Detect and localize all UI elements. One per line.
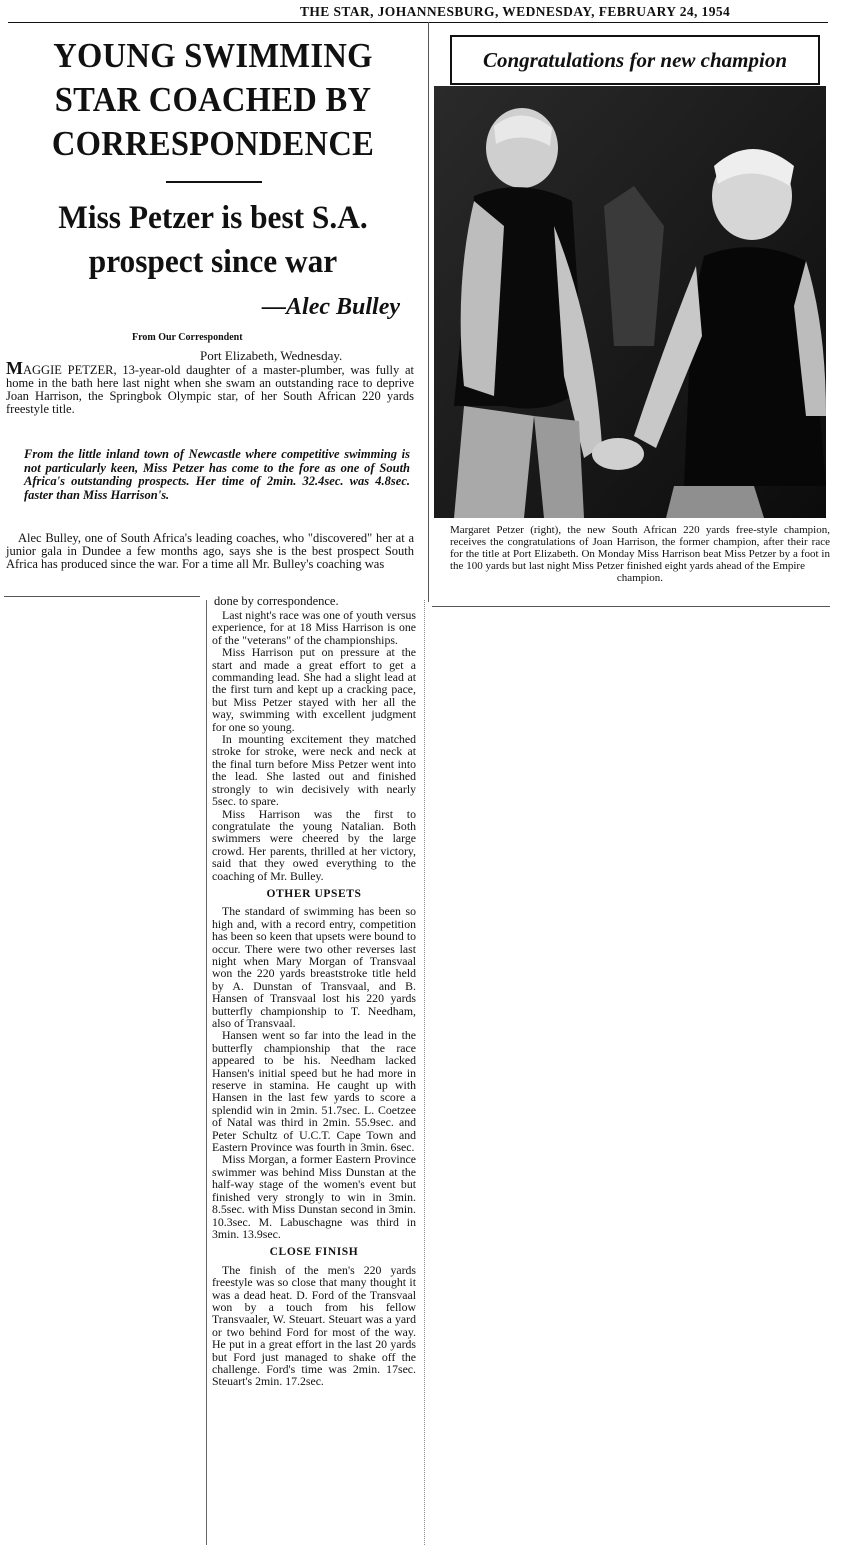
subheadline (14, 196, 411, 284)
body-paragraph: Hansen went so far into the lead in the butterfly championship that the race appeared to be his. Needham lacked Hansen's initial speed but he had more in reserve in stamina. He caught up with Hansen in the last few yards to score a splendid win in 2min. 51.7sec. L. Coetzee of Natal was third in 2min. 55.9sec. and Peter Schultz of U.C.T. Cape Town and Eastern Province was fourth in 3min. 6sec. (212, 1028, 416, 1155)
coach-paragraph: Alec Bulley, one of South Africa's leading coaches, who "discovered" her at a junior gala in Dundee a few months ago, says she is the best prospect South Africa has produced since the war. For a time all Mr. Bulley's coaching was (6, 531, 414, 571)
body-paragraph: In mounting excitement they matched stroke for stroke, were neck and neck at the final turn before Miss Petzer went into the lead. She lasted out and finished strongly to win decisively with nearly 5sec. to spare. (212, 732, 416, 809)
headline-line: YOUNG SWIMMING (53, 36, 373, 75)
photo-caption-text: Margaret Petzer (right), the new South African 220 yards free-style champion, receives the congratulations of Joan Harrison, the former champion, after their race for the title at Port Elizabeth. On Monday Miss Harrison beat Miss Petzer by a foot in the 100 yards but last night Miss Petzer finished eight yards ahead of the Empire (450, 524, 830, 572)
drop-cap: M (6, 358, 23, 378)
caption-rule (432, 606, 830, 607)
headline (19, 34, 408, 166)
newspaper-dateline: THE STAR, JOHANNESBURG, WEDNESDAY, FEBRUARY 24, 1954 (300, 4, 731, 19)
column-rule (4, 596, 200, 597)
top-rule (8, 22, 828, 23)
coach-paragraph-tail: done by correspondence. (214, 594, 339, 608)
headline-divider (166, 181, 262, 183)
lead-text: AGGIE PETZER, 13-year-old daughter of a master-plumber, was fully at home in the bath here last night when she swam an outstanding race to deprive Joan Harrison, the Springbok Olympic star, of her South African 220 yards freestyle title. (6, 363, 414, 416)
section-heading-other-upsets: OTHER UPSETS (266, 887, 362, 900)
column-divider-right (424, 600, 425, 1545)
photo-illustration (434, 86, 826, 518)
place-dateline: Port Elizabeth, Wednesday. (200, 348, 343, 363)
photo-caption-end: champion. (616, 572, 664, 584)
headline-line: STAR COACHED BY (54, 80, 372, 119)
body-paragraph: Miss Harrison was the first to congratulate the young Natalian. Both swimmers were cheered by the large crowd. Her parents, thrilled at her victory, said that they owed everything to the coaching of Mr. Bulley. (212, 806, 416, 883)
body-paragraph: Miss Morgan, a former Eastern Province swimmer was behind Miss Dunstan at the half-way stage of the women's event but finished very strongly to win in 3min. 8.5sec. with Miss Dunstan second in 3min. 10.3sec. M. Labuschagne was third in 3min. 13.9sec. (212, 1152, 416, 1241)
body-paragraph: Miss Harrison put on pressure at the start and made a great effort to get a commanding lead. She had a slight lead at the first turn and kept up a cracking pace, but Miss Petzer stayed with her all the way, swimming with excellent judgment for one so young. (212, 645, 416, 734)
subhead-line: Miss Petzer is best S.A. (58, 200, 368, 236)
article-continuation-column (212, 609, 416, 1388)
section-heading-close-finish: CLOSE FINISH (269, 1246, 359, 1259)
body-paragraph: Last night's race was one of youth versus experience, for at 18 Miss Harrison is one of the "veterans" of the championships. (212, 608, 416, 647)
photo-caption (450, 524, 830, 584)
photo-title: Congratulations for new champion (483, 48, 787, 72)
column-divider-left (206, 600, 207, 1545)
column-divider (428, 22, 429, 602)
lead-paragraph (6, 358, 414, 416)
body-paragraph: The finish of the men's 220 yards freestyle was so close that many thought it was a dead heat. D. Ford of the Transvaal won by a touch from his fellow Transvaaler, W. Steuart. Steuart was a yard or two behind Ford for most of the way. He put in a great effort in the last 20 yards but Ford just managed to shake off the challenge. Ford's time was 2min. 17sec. Steuart's 2min. 17.2sec. (212, 1262, 416, 1389)
quote-attribution: —Alec Bulley (262, 294, 400, 320)
italic-summary-paragraph: From the little inland town of Newcastle where competitive swimming is not particularly keen, Miss Petzer has come to the fore as one of South Africa's outstanding prospects. Her time of 2min. 32.4sec. was 4.8sec. faster than Miss Harrison's. (24, 447, 410, 502)
headline-line: CORRESPONDENCE (51, 124, 375, 163)
body-paragraph: The standard of swimming has been so high and, with a record entry, competition has been so keen that upsets were bound to occur. There were two other reverses last night when Mary Morgan of Transvaal won the 220 yards breaststroke title held by A. Dunstan of Transvaal, and B. Hansen of Transvaal lost his 220 yards butterfly championship to T. Needham, also of Transvaal. (212, 904, 416, 1030)
subhead-line: prospect since war (88, 244, 338, 280)
photo-two-swimmers (434, 86, 826, 518)
correspondent-credit: From Our Correspondent (132, 332, 243, 343)
